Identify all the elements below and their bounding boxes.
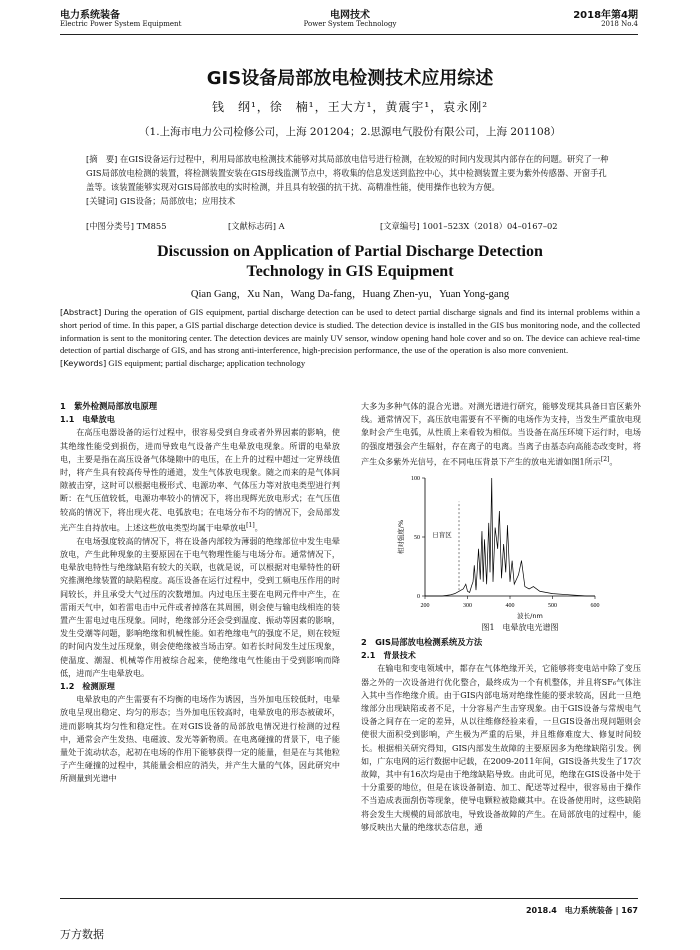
issue-en: 2018 No.4 bbox=[601, 20, 638, 28]
x-tick-label: 500 bbox=[548, 603, 557, 609]
section-2-1-heading: 2.1 背景技术 bbox=[361, 650, 416, 661]
x-tick-label: 600 bbox=[590, 603, 600, 609]
classification-value: TM855 bbox=[136, 221, 167, 231]
y-tick-label: 50 bbox=[414, 535, 420, 541]
watermark: 万方数据 bbox=[60, 928, 104, 941]
paragraph: 在输电和变电领域中，都存在气体绝缘开关，它能够将变电站中除了变压器之外的一次设备进行优化整合，最终成为一个有机整体，并且将SF₆气体注入其中当作绝缘介质。由于GIS内部电场对绝缘性能的要求较高，因此一旦绝缘部分出现缺陷或者不足，十分容易产生击穿现象。由于GIS设备与常规电气设备之间存在一定的差异，从以往维修经验来看，一旦GIS设备出现问题则会使很大面积受到影响，产生极为严重的后果，并且维修难度大、修复时间较长。根据相关研究得知，GIS内部发生故障的主要原因多为绝缘缺陷引发。例如，广东电网的运行数据中记载，在2009-2011年间，GIS设备共发生了17次故障，其中有16次均是由于绝缘缺陷导致。由此可见，绝缘在GIS设备中处于十分重要的地位，但是在该设备制造、加工、配送等过程中，很容易由于操作不当造成表面刮伤等现象，使导电颗粒被隐藏其中。在设备使用时，这些缺陷将会发生大规模的局部放电，导致设备故障的产生。在局部放电的过程中，能够反映出大量的绝缘状态信息，通 bbox=[361, 663, 641, 832]
keywords-en-label: [Keywords] bbox=[60, 358, 107, 369]
x-tick-label: 300 bbox=[463, 603, 472, 609]
paragraph: 电晕放电的产生需要有不均衡的电场作为诱因，当外加电压较低时，电晕放电呈现出稳定、均匀的形态；当外加电压较高时，电晕放电的形态被破坏，进而影响其均匀性和稳定性。在对GIS设备的局部放电情况进行检测的过程中，通常会产生发热、电磁波、发光等新物质。在电离碰撞的背景下，电子能量处于流动状态，起初在电场的作用下能够获得一定的能量，但是在与其他粒子产生碰撞的过程中，其能量会相应的消失，并产生大量的气体，因此研究中所测量到光谱中 bbox=[60, 694, 340, 784]
title-en: Discussion on Application of Partial Discharge Detection Technology in GIS Equipment bbox=[157, 243, 543, 280]
abstract-en-text: During the operation of GIS equipment, partial discharge detection can be used to detect partial discharge signals and find its internal problems within a short period of time. In this paper, a GIS partial discharge detection device is studied. The detection device is installed in the GIS bus monitoring node, and the collected information is sent to the monitoring center. The detection devices are mainly UV sensor, window opening hand hole cover and so on. The device can achieve real-time detection of partial discharge of GIS, and has strong anti-interference, high-precision performance, the use of the operation is also more convenient. bbox=[60, 307, 640, 356]
y-tick-label: 100 bbox=[411, 476, 420, 482]
page-title: GIS设备局部放电检测技术应用综述 bbox=[206, 68, 494, 89]
paragraph: 在电场强度较高的情况下，将在设备内部较为薄弱的绝缘部位中发生电晕放电，产生此种现象的主要原因在于电气物理性能与电场分布。通常情况下，电晕放电特性与绝缘缺陷有较大的关联，也就是说，可以根据对电晕特性的研究推测绝缘装置的缺陷程度。高压设备在运行过程中，受到工频电压作用的时间较长，并且承受大气过压的次数增加。内过电压主要在电网元件中产生，在雷雨天气中，如若雷电击中元件或者掉落在其周围，则会使与输电线相连的装置产生雷电过电压现象。同时，绝缘部分还会受到温度、振动等因素的影响，发生受潮等问题，影响绝缘和机械性能。如若绝缘电气的强度不足，则在较短的时间内发生过压现象，则会使绝缘被当场击穿。如若长时间发生过压现象，使温度、潮湿、机械等作用被综合起来，使绝缘电气性能由于受到影响而降低，进而产生电晕放电。 bbox=[60, 535, 340, 678]
doc-code-label: [文献标志码] bbox=[228, 221, 276, 231]
abstract-cn-text: 在GIS设备运行过程中，利用局部放电检测技术能够对其局部放电信号进行检测，在较短的时间内发现其内部存在的问题。研究了一种GIS局部放电检测的装置，将检测装置安装在GIS母线监测节点中，将收集的信息发送到监控中心，其中检测装置主要为紫外传感器、开窗手孔盖等。该装置能够实现对GIS局部放电的实时检测，并且具有较强的抗干扰、高精准性能，使用操作也较为方便。 bbox=[86, 154, 609, 192]
issue-cn: 2018年第4期 bbox=[573, 10, 638, 21]
spectrum-chart bbox=[395, 470, 615, 620]
section-1-1-heading: 1.1 电晕放电 bbox=[60, 414, 115, 425]
keywords-en-text: GIS equipment; partial discharge; application technology bbox=[108, 358, 306, 369]
solar-blind-label: 日盲区 bbox=[432, 531, 452, 539]
authors-cn: 钱 纲¹，徐 楠¹，王大方¹，黄震宇¹，袁永刚² bbox=[211, 100, 489, 114]
affiliation-cn: （1.上海市电力公司检修公司，上海 201204；2.思源电气股份有限公司，上海 201108） bbox=[139, 126, 561, 138]
article-no bbox=[380, 220, 558, 232]
classification-label: [中图分类号] bbox=[86, 221, 134, 231]
abstract-en bbox=[60, 306, 640, 370]
citation: [2] bbox=[600, 455, 610, 463]
doc-code-value: A bbox=[278, 221, 285, 231]
abstract-cn-label: [摘 要] bbox=[86, 154, 118, 164]
doc-code bbox=[228, 220, 285, 232]
figure-caption: 图1 电晕放电光谱图 bbox=[481, 623, 559, 632]
header-rule bbox=[60, 34, 638, 35]
article-no-label: [文章编号] bbox=[380, 221, 420, 231]
journal-name-en: Electric Power System Equipment bbox=[60, 20, 182, 28]
paragraph: 大多为多种气体的混合光谱。对测光谱进行研究，能够发现其具备日盲区紫外线。通常情况下，高压放电需要有不平衡的电场作为支持，当发生严重放电现象时会产生电弧，从性质上来看较为相似。当设备在高压环境下运行时，电场的强度增强会产生辐射，存在离子的电离。当离子由基态向高能态改变时，将产生众多紫外光信号，在不同电压背景下产生的放电光谱如图1所示[2]。 bbox=[361, 401, 641, 467]
x-tick-label: 200 bbox=[420, 603, 430, 609]
article-no-value: 1001–523X（2018）04–0167–02 bbox=[422, 221, 558, 231]
right-column-top bbox=[361, 400, 641, 469]
right-column-bottom bbox=[361, 636, 641, 834]
section-1-heading: 1 紫外检测局部放电原理 bbox=[60, 401, 158, 411]
section-name-cn: 电网技术 bbox=[330, 10, 370, 21]
x-tick-label: 400 bbox=[505, 603, 515, 609]
section-name-en: Power System Technology bbox=[303, 20, 397, 28]
section-1-2-heading: 1.2 检测原理 bbox=[60, 680, 115, 691]
abstract-en-label: [Abstract] bbox=[60, 307, 102, 317]
citation: [1] bbox=[246, 521, 255, 529]
journal-name-cn: 电力系统装备 bbox=[60, 10, 120, 21]
x-axis-label: 波长/nm bbox=[517, 612, 543, 620]
footer-rule bbox=[60, 898, 638, 899]
classification bbox=[86, 220, 166, 232]
authors-en: Qian Gang，Xu Nan，Wang Da-fang，Huang Zhen-yu，Yuan Yong-gang bbox=[190, 289, 510, 300]
keywords-cn-text: GIS设备；局部放电；应用技术 bbox=[120, 196, 236, 206]
page-footer: 2018.4 电力系统装备 | 167 bbox=[525, 906, 638, 915]
abstract-cn bbox=[86, 152, 614, 208]
y-axis-label: 相对强度/% bbox=[397, 519, 405, 555]
y-tick-label: 0 bbox=[417, 594, 420, 600]
paragraph: 在高压电器设备的运行过程中，很容易受到自身或者外界因素的影响，使其绝缘性能受到损伤，进而导致电气设备产生电晕放电现象。所谓的电晕放电，主要是指在高压设备气体缝隙中的电压，在上升的过程中超过一定界线值时，将产生具有较高传导性的通道，发生气体放电现象。随之而来的是气体间隙被击穿，这时可以根据电极形式、电源功率、气体压力等对放电类型进行判断：在气压值较低，电源功率较小的情况下，将出现辉光放电形式；在气压值较高的情况下，将出现火花、电弧放电；在电场分布不均的情况下，会局部发光产生自持放电。上述这些放电类型均属于电晕放电[1]。 bbox=[60, 427, 340, 533]
section-2-heading: 2 GIS局部放电检测系统及方法 bbox=[361, 637, 483, 647]
left-column bbox=[60, 400, 340, 786]
keywords-cn-label: [关键词] bbox=[86, 196, 118, 206]
